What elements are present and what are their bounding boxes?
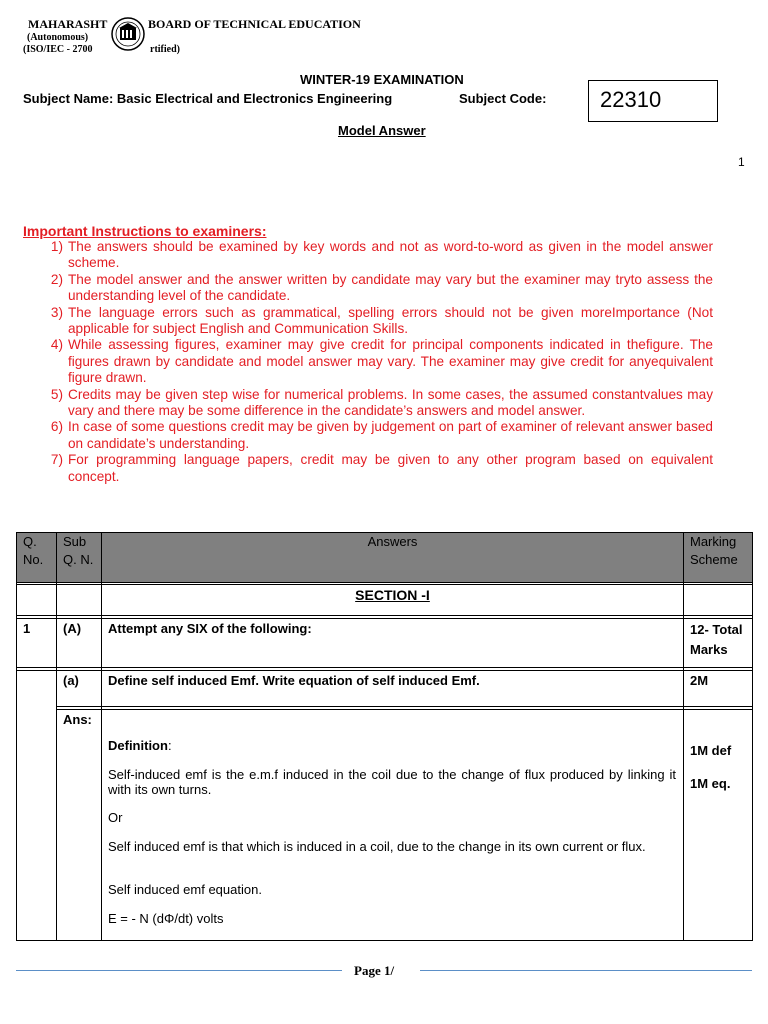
- instruction-text: The language errors such as grammatical, spelling errors should not be given moreImportance (Not applicable for subject English and Communication Skills.: [68, 304, 713, 337]
- subject-code-box: 22310: [588, 80, 718, 122]
- q1-number: 1: [23, 621, 31, 636]
- instruction-num: 5): [50, 386, 63, 402]
- instruction-item: [23, 305, 713, 338]
- iso-right: rtified): [150, 44, 180, 55]
- definition-2: Self induced emf is that which is induced in a coil, due to the change in its own current or flux.: [108, 839, 646, 854]
- instruction-item: [23, 337, 713, 386]
- header-qno-line1: Q.: [23, 534, 37, 549]
- or-label: Or: [108, 810, 123, 825]
- table-rule: [16, 584, 753, 585]
- table-border-bottom: [16, 940, 753, 941]
- instruction-item: [23, 452, 713, 485]
- qa-text: Define self induced Emf. Write equation of self induced Emf.: [108, 673, 480, 688]
- autonomous-label: (Autonomous): [27, 32, 89, 43]
- q1-marks-line1: 12- Total: [690, 622, 743, 637]
- org-name-right: BOARD OF TECHNICAL EDUCATION: [148, 17, 361, 31]
- q1-marks: [690, 620, 743, 660]
- instruction-text: The answers should be examined by key words and not as word-to-word as given in the model answer scheme.: [68, 239, 713, 271]
- table-col-line: [16, 532, 17, 941]
- q1-subq: (A): [63, 621, 82, 636]
- header-subq-line2: Q. N.: [63, 552, 94, 567]
- table-rule: [57, 709, 753, 710]
- equation-label: Self induced emf equation.: [108, 882, 262, 897]
- instruction-item: [23, 239, 713, 272]
- marks-def: 1M def: [690, 743, 732, 758]
- instruction-text: In case of some questions credit may be given by judgement on part of examiner of relevant answer based on candidate’s understanding.: [68, 419, 713, 451]
- page-number: 1: [738, 155, 745, 169]
- instruction-item: [23, 387, 713, 420]
- instruction-num: 3): [50, 304, 63, 320]
- equation: E = - N (dΦ/dt) volts: [108, 911, 224, 926]
- footer-page: Page 1/: [354, 963, 395, 978]
- header-qno: [23, 533, 43, 569]
- header-subq: [63, 533, 93, 569]
- exam-title: WINTER-19 EXAMINATION: [300, 72, 464, 87]
- header-marking-line1: Marking: [690, 534, 737, 549]
- msbte-logo-icon: [110, 16, 146, 52]
- qa-subq: (a): [63, 673, 79, 688]
- header-subq-line1: Sub: [63, 534, 87, 549]
- instruction-text: For programming language papers, credit may be given to any other program based on equivalent concept.: [68, 452, 713, 484]
- table-col-line: [752, 532, 753, 941]
- instruction-item: [23, 272, 713, 305]
- instruction-num: 4): [50, 337, 63, 353]
- definition-1: Self-induced emf is the e.m.f induced in the coil due to the change of flux produced by linking it with its own turns.: [108, 767, 676, 797]
- table-rule: [16, 618, 753, 619]
- table-col-line: [56, 532, 57, 941]
- org-name-left: MAHARASHT: [28, 17, 108, 31]
- definition-colon: :: [167, 738, 172, 753]
- marks-eq: 1M eq.: [690, 776, 731, 791]
- table-rule: [16, 582, 753, 583]
- q1-text: Attempt any SIX of the following:: [108, 621, 312, 636]
- instruction-item: [23, 419, 713, 452]
- header-marking: [690, 533, 738, 569]
- instruction-text: The model answer and the answer written by candidate may vary but the examiner may tryto assess the understanding level of the candidate.: [68, 271, 713, 304]
- instruction-num: 6): [50, 419, 63, 435]
- header-qno-line2: No.: [23, 552, 44, 567]
- footer-rule-right: [420, 970, 752, 971]
- subject-code-label: Subject Code:: [459, 91, 547, 106]
- subject-name: Subject Name: Basic Electrical and Electronics Engineering: [23, 91, 393, 106]
- footer-rule-left: [16, 970, 342, 971]
- instruction-text: Credits may be given step wise for numerical problems. In some cases, the assumed constantvalues may vary and there may be some difference in the candidate’s answers and model answer.: [68, 386, 713, 419]
- instruction-num: 7): [50, 452, 63, 468]
- ans-label: Ans:: [63, 712, 92, 727]
- table-rule: [16, 667, 753, 668]
- q1-marks-line2: Marks: [690, 642, 728, 657]
- instruction-text: While assessing figures, examiner may give credit for principal components indicated in thefigure. The figures drawn by candidate and model answer may vary. The examiner may give credit for anyequivalent figure drawn.: [68, 337, 713, 386]
- qa-marks: 2M: [690, 673, 709, 688]
- instructions-heading: Important Instructions to examiners:: [23, 223, 267, 239]
- header-answers: Answers: [367, 534, 418, 549]
- table-col-line: [683, 532, 684, 941]
- definition-heading: [108, 737, 172, 755]
- instruction-num: 1): [50, 239, 63, 254]
- iso-left: (ISO/IEC - 2700: [23, 44, 93, 55]
- table-rule: [16, 615, 753, 616]
- instruction-num: 2): [50, 271, 63, 287]
- model-answer-label: Model Answer: [338, 123, 426, 138]
- table-rule: [57, 706, 753, 707]
- header-marking-line2: Scheme: [690, 552, 738, 567]
- section-title: SECTION -I: [355, 587, 430, 603]
- instructions-list: [23, 239, 713, 485]
- definition-label: Definition: [108, 738, 168, 753]
- table-rule: [16, 670, 753, 671]
